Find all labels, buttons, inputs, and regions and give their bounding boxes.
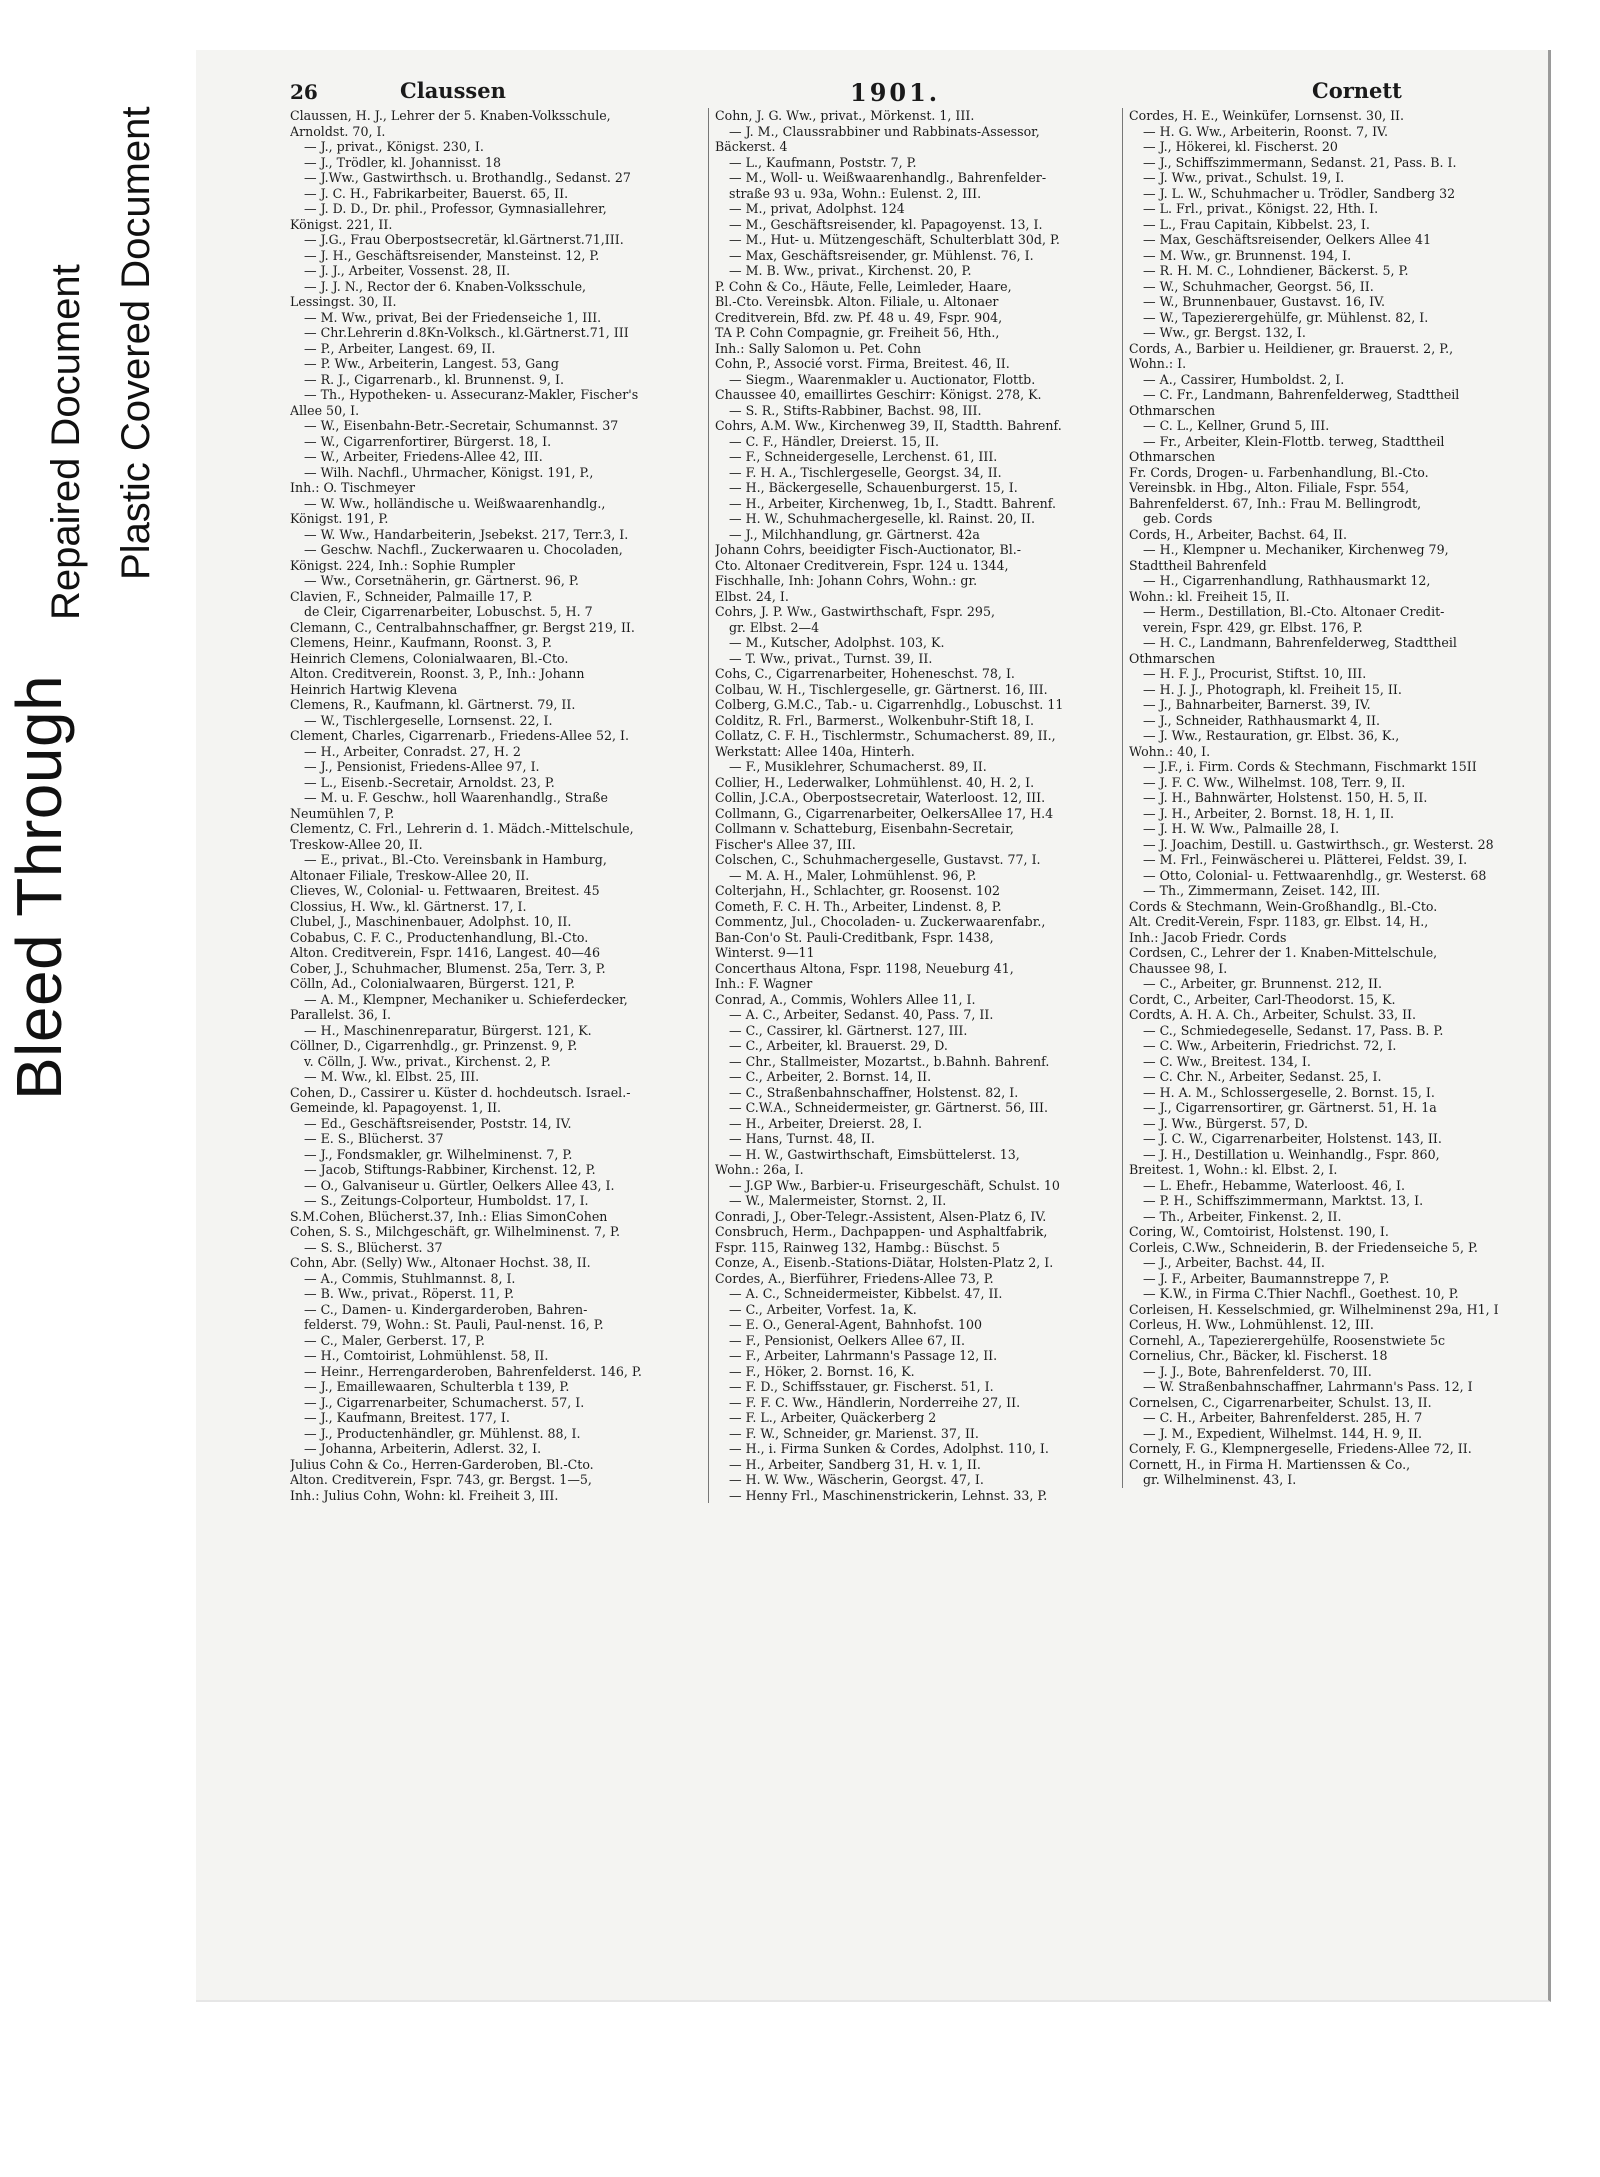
directory-entry-line: — A. C., Schneidermeister, Kibbelst. 47, II. (729, 1286, 1003, 1301)
directory-entry-line: — C.W.A., Schneidermeister, gr. Gärtnerst. 56, III. (729, 1100, 1049, 1115)
directory-entry-line: — Th., Hypotheken- u. Assecuranz-Makler, Fischer's (304, 387, 639, 402)
directory-entry-line: Inh.: Jacob Friedr. Cords (1129, 929, 1287, 945)
directory-entry-line: Commentz, Jul., Chocoladen- u. Zuckerwaarenfabr., (715, 914, 1046, 929)
directory-entry-line: Wohn.: I. (1129, 356, 1187, 371)
directory-entry-line: — H. G. Ww., Arbeiterin, Roonst. 7, IV. (1143, 123, 1388, 139)
directory-entry-line: TA P. Cohn Compagnie, gr. Freiheit 56, Hth., (715, 325, 1000, 340)
directory-entry-line: — O., Galvaniseur u. Gürtler, Oelkers Allee 43, I. (304, 1177, 615, 1193)
directory-entry-line: Cordts, A. H. A. Ch., Arbeiter, Schulst. 33, II. (1129, 1007, 1417, 1022)
directory-entry-line: Cto. Altonaer Creditverein, Fspr. 124 u. 1344, (715, 557, 1009, 573)
directory-entry-line: — J. F. C. Ww., Wilhelmst. 108, Terr. 9, II. (1143, 774, 1406, 790)
directory-entry-line: — Herm., Destillation, Bl.-Cto. Altonaer Credit- (1143, 604, 1445, 619)
directory-entry-line: Ban-Con'o St. Pauli-Creditbank, Fspr. 1438, (715, 929, 994, 945)
directory-entry-line: P. Cohn & Co., Häute, Felle, Leimleder, Haare, (715, 278, 1012, 294)
directory-entry-line: — S. S., Blücherst. 37 (304, 1239, 443, 1255)
directory-entry-line: — J., Milchhandlung, gr. Gärtnerst. 42a (729, 526, 980, 542)
directory-entry-line: Inh.: O. Tischmeyer (290, 480, 416, 495)
directory-entry-line: Julius Cohn & Co., Herren-Garderoben, Bl.-Cto. (290, 1456, 594, 1472)
directory-entry-line: — M. Ww., kl. Elbst. 25, III. (304, 1069, 480, 1084)
directory-entry-line: — H., Maschinenreparatur, Bürgerst. 121, K. (304, 1022, 592, 1038)
directory-entry-line: Königst. 221, II. (290, 216, 393, 232)
directory-entry-line: Bahrenfelderst. 67, Inh.: Frau M. Bellingrodt, (1129, 495, 1422, 511)
directory-entry-line: Cohn, Abr. (Selly) Ww., Altonaer Hochst. 38, II. (290, 1255, 591, 1270)
directory-entry-line: Wohn.: 26a, I. (715, 1162, 804, 1177)
directory-column-1 (290, 108, 695, 1503)
directory-entry-line: Cornett, H., in Firma H. Martienssen & Co., (1129, 1456, 1411, 1472)
directory-entry-line: Parallelst. 36, I. (290, 1007, 392, 1022)
directory-entry-line: Heinrich Hartwig Klevena (290, 681, 458, 697)
directory-entry-line: — J., Emaillewaaren, Schulterbla t 139, P. (304, 1379, 570, 1394)
directory-entry-line: — S. R., Stifts-Rabbiner, Bachst. 98, III. (729, 402, 982, 418)
directory-entry-line: — J., privat., Königst. 230, I. (304, 139, 484, 154)
directory-entry-line: — W., Arbeiter, Friedens-Allee 42, III. (304, 449, 543, 464)
directory-entry-line: Inh.: F. Wagner (715, 976, 813, 991)
directory-entry-line: — J., Schiffszimmermann, Sedanst. 21, Pass. B. I. (1143, 154, 1457, 170)
directory-columns (290, 108, 1536, 1938)
directory-entry-line: — M. Frl., Feinwäscherei u. Plätterei, Feldst. 39, I. (1143, 852, 1468, 867)
directory-entry-line: — M. B. Ww., privat., Kirchenst. 20, P. (729, 263, 972, 278)
directory-entry-line: Cords, A., Barbier u. Heildiener, gr. Brauerst. 2, P., (1129, 340, 1454, 356)
directory-entry-line: — Chr., Stallmeister, Mozartst., b.Bahnh. Bahrenf. (729, 1053, 1050, 1069)
directory-entry-line: Gemeinde, kl. Papagoyenst. 1, II. (290, 1100, 502, 1115)
directory-entry-line: — C., Arbeiter, kl. Brauerst. 29, D. (729, 1038, 948, 1053)
directory-entry-line: Neumühlen 7, P. (290, 805, 395, 821)
directory-entry-line: — M., Hut- u. Mützengeschäft, Schulterblatt 30d, P. (729, 232, 1060, 247)
directory-entry-line: — C., Arbeiter, gr. Brunnenst. 212, II. (1143, 976, 1383, 991)
directory-entry-line: — Th., Arbeiter, Finkenst. 2, II. (1143, 1208, 1342, 1224)
directory-entry-line: — J. M., Expedient, Wilhelmst. 144, H. 9, II. (1143, 1425, 1422, 1441)
directory-entry-line: Stadttheil Bahrenfeld (1129, 557, 1267, 573)
directory-entry-line: — T. Ww., privat., Turnst. 39, II. (729, 650, 933, 666)
directory-entry-line: — C., Straßenbahnschaffner, Holstenst. 82, I. (729, 1084, 1019, 1100)
directory-entry-line: Clemens, R., Kaufmann, kl. Gärtnerst. 79, II. (290, 697, 576, 712)
directory-entry-line: Clementz, C. Frl., Lehrerin d. 1. Mädch.-Mittelschule, (290, 821, 634, 836)
header-left-word: Claussen (400, 78, 506, 103)
directory-entry-line: — R. H. M. C., Lohndiener, Bäckerst. 5, P. (1143, 263, 1409, 278)
directory-entry-line: — A. C., Arbeiter, Sedanst. 40, Pass. 7, II. (729, 1007, 994, 1022)
directory-entry-line: — C. Chr. N., Arbeiter, Sedanst. 25, I. (1143, 1069, 1382, 1084)
directory-entry-line: v. Cölln, J. Ww., privat., Kirchenst. 2, P. (304, 1053, 551, 1069)
directory-entry-line: — J., Schneider, Rathhausmarkt 4, II. (1143, 712, 1380, 728)
directory-entry-line: Collmann v. Schatteburg, Eisenbahn-Secretair, (715, 821, 1014, 836)
directory-entry-line: — H., i. Firma Sunken & Cordes, Adolphst. 110, I. (729, 1441, 1049, 1456)
directory-entry-line: — H. W., Gastwirthschaft, Eimsbüttelerst. 13, (729, 1146, 1020, 1162)
directory-entry-line: — Hans, Turnst. 48, II. (729, 1131, 875, 1146)
directory-entry-line: — E. S., Blücherst. 37 (304, 1131, 444, 1146)
directory-entry-line: — L., Frau Capitain, Kibbelst. 23, I. (1143, 216, 1370, 232)
directory-entry-line: Fr. Cords, Drogen- u. Farbenhandlung, Bl.-Cto. (1129, 464, 1429, 480)
directory-entry-line: Heinrich Clemens, Colonialwaaren, Bl.-Cto. (290, 650, 569, 666)
directory-entry-line: Werkstatt: Allee 140a, Hinterh. (715, 743, 915, 759)
directory-entry-line: Vereinsbk. in Hbg., Alton. Filiale, Fspr. 554, (1129, 480, 1410, 495)
directory-entry-line: — P. H., Schiffszimmermann, Marktst. 13, I. (1143, 1193, 1424, 1208)
directory-entry-line: Johann Cohrs, beeidigter Fisch-Auctionator, Bl.- (715, 542, 1022, 557)
directory-entry-line: — J. C. W., Cigarrenarbeiter, Holstenst. 143, II. (1143, 1131, 1442, 1146)
plastic-covered-label: Plastic Covered Document (114, 106, 158, 580)
directory-entry-line: — C. F., Händler, Dreierst. 15, II. (729, 433, 939, 449)
directory-entry-line: — W. Ww., holländische u. Weißwaarenhandlg., (304, 495, 606, 511)
page-content (290, 76, 1536, 1976)
directory-entry-line: — H. A. M., Schlossergeselle, 2. Bornst. 15, I. (1143, 1084, 1435, 1100)
directory-entry-line: Cornelsen, C., Cigarrenarbeiter, Schulst. 13, II. (1129, 1394, 1432, 1410)
directory-entry-line: — Max, Geschäftsreisender, gr. Mühlenst. 76, I. (729, 247, 1034, 263)
directory-entry-line: — Otto, Colonial- u. Fettwaarenhdlg., gr. Westerst. 68 (1143, 867, 1487, 883)
directory-entry-line: Clemens, Heinr., Kaufmann, Roonst. 3, P. (290, 635, 552, 650)
directory-entry-line: — J. H. W. Ww., Palmaille 28, I. (1143, 821, 1340, 836)
directory-entry-line: — W., Eisenbahn-Betr.-Secretair, Schumannst. 37 (304, 418, 619, 433)
directory-entry-line: de Cleir, Cigarrenarbeiter, Lobuschst. 5, H. 7 (304, 604, 593, 619)
directory-entry-line: Cords, H., Arbeiter, Bachst. 64, II. (1129, 526, 1348, 542)
directory-entry-line: — Max, Geschäftsreisender, Oelkers Allee 41 (1143, 232, 1432, 247)
directory-entry-line: — J. F., Arbeiter, Baumannstreppe 7, P. (1143, 1270, 1390, 1286)
directory-entry-line: — F., Pensionist, Oelkers Allee 67, II. (729, 1332, 966, 1348)
directory-entry-line: — F., Musiklehrer, Schumacherst. 89, II. (729, 759, 987, 774)
directory-entry-line: — E., privat., Bl.-Cto. Vereinsbank in Hamburg, (304, 852, 607, 867)
directory-entry-line: Conze, A., Eisenb.-Stations-Diätar, Holsten-Platz 2, I. (715, 1255, 1054, 1270)
directory-entry-line: Elbst. 24, I. (715, 588, 789, 604)
directory-entry-line: Bäckerst. 4 (715, 139, 788, 154)
directory-entry-line: Conrad, A., Commis, Wohlers Allee 11, I. (715, 991, 976, 1007)
directory-entry-line: — M., Geschäftsreisender, kl. Papagoyenst. 13, I. (729, 216, 1043, 232)
directory-entry-line: Inh.: Julius Cohn, Wohn: kl. Freiheit 3, III. (290, 1487, 559, 1503)
directory-entry-line: — W., Schuhmacher, Georgst. 56, II. (1143, 278, 1374, 294)
directory-entry-line: — H., Cigarrenhandlung, Rathhausmarkt 12, (1143, 573, 1431, 588)
directory-entry-line: Othmarschen (1129, 449, 1216, 464)
directory-entry-line: — J., Fondsmakler, gr. Wilhelminenst. 7, P. (304, 1146, 573, 1162)
directory-entry-line: Collier, H., Lederwalker, Lohmühlenst. 40, H. 2, I. (715, 774, 1035, 790)
directory-entry-line: — J. Ww., Bürgerst. 57, D. (1143, 1115, 1309, 1131)
directory-entry-line: — S., Zeitungs-Colporteur, Humboldst. 17, I. (304, 1193, 589, 1208)
directory-entry-line: Colberg, G.M.C., Tab.- u. Cigarrenhdlg., Lobuschst. 11 (715, 697, 1064, 712)
directory-entry-line: Corleus, H. Ww., Lohmühlenst. 12, III. (1129, 1317, 1374, 1332)
directory-entry-line: Cornehl, A., Tapezierergehülfe, Roosenstwiete 5c (1129, 1332, 1446, 1348)
directory-entry-line: Cords & Stechmann, Wein-Großhandlg., Bl.-Cto. (1129, 898, 1438, 914)
directory-entry-line: Fischhalle, Inh: Johann Cohrs, Wohn.: gr. (715, 573, 978, 588)
directory-entry-line: Fspr. 115, Rainweg 132, Hambg.: Büschst. 5 (715, 1239, 1001, 1255)
directory-entry-line: Cordsen, C., Lehrer der 1. Knaben-Mittelschule, (1129, 945, 1438, 960)
directory-entry-line: Coring, W., Comtoirist, Holstenst. 190, I. (1129, 1224, 1389, 1239)
directory-entry-line: Cohen, S. S., Milchgeschäft, gr. Wilhelminenst. 7, P. (290, 1224, 620, 1239)
directory-entry-line: — M. Ww., gr. Brunnenst. 194, I. (1143, 247, 1352, 263)
directory-entry-line: Bl.-Cto. Vereinsbk. Alton. Filiale, u. Altonaer (715, 294, 999, 309)
directory-entry-line: Conradi, J., Ober-Telegr.-Assistent, Alsen-Platz 6, IV. (715, 1208, 1047, 1224)
directory-entry-line: — J. H., Bahnwärter, Holstenst. 150, H. 5, II. (1143, 790, 1428, 805)
directory-entry-line: — J.F., i. Firm. Cords & Stechmann, Fischmarkt 15II (1143, 759, 1477, 774)
directory-entry-line: — L. Frl., privat., Königst. 22, Hth. I. (1143, 201, 1379, 216)
page-number: 26 (290, 80, 318, 104)
directory-entry-line: — L., Kaufmann, Poststr. 7, P. (729, 154, 917, 170)
directory-entry-line: Corleis, C.Ww., Schneiderin, B. der Friedenseiche 5, P. (1129, 1239, 1478, 1255)
directory-entry-line: Alton. Creditverein, Fspr. 1416, Langest. 40—46 (290, 945, 600, 960)
directory-entry-line: Allee 50, I. (290, 402, 360, 418)
directory-entry-line: — J. C. H., Fabrikarbeiter, Bauerst. 65, II. (304, 185, 569, 201)
directory-entry-line: Cober, J., Schuhmacher, Blumenst. 25a, Terr. 3, P. (290, 960, 606, 976)
directory-entry-line: — M. u. F. Geschw., holl Waarenhandlg., Straße (304, 790, 609, 805)
directory-entry-line: — A., Cassirer, Humboldst. 2, I. (1143, 371, 1345, 387)
directory-entry-line: — J. H., Geschäftsreisender, Mansteinst. 12, P. (304, 247, 600, 263)
directory-entry-line: Collatz, C. F. H., Tischlermstr., Schumacherst. 89, II., (715, 728, 1056, 743)
directory-entry-line: — J. M., Claussrabbiner und Rabbinats-Assessor, (729, 123, 1040, 139)
directory-entry-line: — P. Ww., Arbeiterin, Langest. 53, Gang (304, 356, 559, 371)
directory-entry-line: — Ww., gr. Bergst. 132, I. (1143, 325, 1306, 340)
directory-entry-line: — C. H., Arbeiter, Bahrenfelderst. 285, H. 7 (1143, 1410, 1423, 1425)
directory-entry-line: — Johanna, Arbeiterin, Adlerst. 32, I. (304, 1441, 542, 1456)
directory-entry-line: — J. Ww., privat., Schulst. 19, I. (1143, 170, 1345, 185)
directory-entry-line: — A. M., Klempner, Mechaniker u. Schieferdecker, (304, 991, 628, 1007)
directory-entry-line: — M., Woll- u. Weißwaarenhandlg., Bahrenfelder- (729, 170, 1047, 185)
directory-entry-line: — P., Arbeiter, Langest. 69, II. (304, 340, 496, 356)
directory-entry-line: — F., Schneidergeselle, Lerchenst. 61, III. (729, 449, 998, 464)
directory-entry-line: Arnoldst. 70, I. (290, 123, 386, 139)
directory-entry-line: Colbau, W. H., Tischlergeselle, gr. Gärtnerst. 16, III. (715, 681, 1048, 697)
directory-entry-line: — J. J. N., Rector der 6. Knaben-Volksschule, (304, 278, 587, 294)
directory-entry-line: — M. Ww., privat, Bei der Friedenseiche 1, III. (304, 309, 602, 325)
directory-entry-line: — L., Eisenb.-Secretair, Arnoldst. 23, P. (304, 774, 555, 790)
directory-entry-line: — F., Arbeiter, Lahrmann's Passage 12, II. (729, 1348, 998, 1363)
directory-entry-line: Königst. 224, Inh.: Sophie Rumpler (290, 557, 515, 573)
directory-entry-line: Cohen, D., Cassirer u. Küster d. hochdeutsch. Israel.- (290, 1084, 631, 1100)
directory-entry-line: — C. Ww., Arbeiterin, Friedrichst. 72, I. (1143, 1038, 1397, 1053)
directory-entry-line: Creditverein, Bfd. zw. Pf. 48 u. 49, Fspr. 904, (715, 309, 1003, 325)
directory-entry-line: Colterjahn, H., Schlachter, gr. Roosenst. 102 (715, 883, 1001, 898)
directory-entry-line: Lessingst. 30, II. (290, 294, 397, 309)
directory-entry-line: — J., Arbeiter, Bachst. 44, II. (1143, 1255, 1325, 1270)
directory-column-3 (1122, 108, 1529, 1488)
directory-entry-line: — W., Malermeister, Stornst. 2, II. (729, 1193, 947, 1208)
directory-entry-line: — H. F. J., Procurist, Stiftst. 10, III. (1143, 666, 1367, 681)
directory-entry-line: Alt. Credit-Verein, Fspr. 1183, gr. Elbst. 14, H., (1129, 914, 1429, 929)
directory-entry-line: Cöllner, D., Cigarrenhdlg., gr. Prinzenst. 9, P. (290, 1038, 578, 1053)
directory-entry-line: — L. Ehefr., Hebamme, Waterloost. 46, I. (1143, 1177, 1406, 1193)
directory-entry-line: Clemann, C., Centralbahnschaffner, gr. Bergst 219, II. (290, 619, 635, 635)
directory-entry-line: — A., Commis, Stuhlmannst. 8, I. (304, 1270, 516, 1286)
directory-entry-line: — C., Arbeiter, 2. Bornst. 14, II. (729, 1069, 932, 1084)
directory-entry-line: Clavien, F., Schneider, Palmaille 17, P. (290, 588, 533, 604)
directory-entry-line: — Ww., Corsetnäherin, gr. Gärtnerst. 96, P. (304, 573, 579, 588)
directory-entry-line: Inh.: Sally Salomon u. Pet. Cohn (715, 340, 922, 356)
directory-entry-line: Wohn.: 40, I. (1129, 743, 1211, 759)
directory-entry-line: Königst. 191, P. (290, 511, 389, 526)
directory-entry-line: Concerthaus Altona, Fspr. 1198, Neueburg 41, (715, 960, 1014, 976)
directory-entry-line: — Fr., Arbeiter, Klein-Flottb. terweg, Stadttheil (1143, 433, 1445, 449)
directory-entry-line: — J., Bahnarbeiter, Barnerst. 39, IV. (1143, 697, 1371, 712)
directory-entry-line: Othmarschen (1129, 650, 1216, 666)
directory-entry-line: — H., Arbeiter, Conradst. 27, H. 2 (304, 743, 521, 759)
directory-entry-line: — Heinr., Herrengarderoben, Bahrenfelderst. 146, P. (304, 1363, 642, 1379)
directory-entry-line: — J.Ww., Gastwirthsch. u. Brothandlg., Sedanst. 27 (304, 170, 631, 185)
directory-entry-line: Clubel, J., Maschinenbauer, Adolphst. 10, II. (290, 914, 572, 929)
directory-entry-line: — Geschw. Nachfl., Zuckerwaaren u. Chocoladen, (304, 542, 623, 557)
directory-entry-line: Clieves, W., Colonial- u. Fettwaaren, Breitest. 45 (290, 883, 600, 898)
directory-entry-line: — Henny Frl., Maschinenstrickerin, Lehnst. 33, P. (729, 1487, 1048, 1503)
directory-entry-line: Winterst. 9—11 (715, 945, 815, 960)
directory-entry-line: — J. J., Arbeiter, Vossenst. 28, II. (304, 263, 511, 278)
bleed-through-label: Bleed Through (3, 674, 75, 1100)
directory-entry-line: — Jacob, Stiftungs-Rabbiner, Kirchenst. 12, P. (304, 1162, 596, 1177)
directory-entry-line: Cordes, H. E., Weinküfer, Lornsenst. 30, II. (1129, 108, 1405, 123)
directory-entry-line: Colditz, R. Frl., Barmerst., Wolkenbuhr-Stift 18, I. (715, 712, 1034, 728)
directory-entry-line: — H. W., Schuhmachergeselle, kl. Rainst. 20, II. (729, 511, 1035, 526)
directory-entry-line: — J., Pensionist, Friedens-Allee 97, I. (304, 759, 540, 774)
directory-entry-line: — J., Hökerei, kl. Fischerst. 20 (1143, 139, 1338, 154)
directory-entry-line: Breitest. 1, Wohn.: kl. Elbst. 2, I. (1129, 1162, 1338, 1177)
directory-entry-line: — J., Kaufmann, Breitest. 177, I. (304, 1410, 510, 1425)
directory-entry-line: — J. D. D., Dr. phil., Professor, Gymnasiallehrer, (304, 201, 607, 216)
directory-entry-line: Cornely, F. G., Klempnergeselle, Friedens-Allee 72, II. (1129, 1441, 1472, 1456)
directory-entry-line: Cornelius, Chr., Bäcker, kl. Fischerst. 18 (1129, 1348, 1388, 1363)
directory-entry-line: Clement, Charles, Cigarrenarb., Friedens-Allee 52, I. (290, 728, 630, 743)
directory-entry-line: Cölln, Ad., Colonialwaaren, Bürgerst. 121, P. (290, 976, 575, 991)
directory-entry-line: Consbruch, Herm., Dachpappen- und Asphaltfabrik, (715, 1224, 1048, 1239)
directory-entry-line: — H. J. J., Photograph, kl. Freiheit 15, II. (1143, 681, 1402, 697)
directory-entry-line: — C. Fr., Landmann, Bahrenfelderweg, Stadttheil (1143, 387, 1460, 402)
directory-entry-line: Othmarschen (1129, 402, 1216, 418)
directory-entry-line: — H., Arbeiter, Kirchenweg, 1b, I., Stadtt. Bahrenf. (729, 495, 1057, 511)
directory-entry-line: — H., Bäckergeselle, Schauenburgerst. 15, I. (729, 480, 1018, 495)
directory-entry-line: Claussen, H. J., Lehrer der 5. Knaben-Volksschule, (290, 108, 611, 123)
directory-entry-line: — Wilh. Nachfl., Uhrmacher, Königst. 191, P., (304, 464, 594, 480)
header-year: 1901. (850, 78, 941, 107)
directory-entry-line: — J. Joachim, Destill. u. Gastwirthsch., gr. Westerst. 28 (1143, 836, 1494, 852)
directory-entry-line: — C. Ww., Breitest. 134, I. (1143, 1053, 1311, 1069)
directory-entry-line: — Chr.Lehrerin d.8Kn-Volksch., kl.Gärtnerst.71, III (304, 325, 629, 340)
directory-entry-line: verein, Fspr. 429, gr. Elbst. 176, P. (1143, 619, 1363, 635)
directory-entry-line: — J. L. W., Schuhmacher u. Trödler, Sandberg 32 (1143, 185, 1456, 201)
directory-entry-line: Treskow-Allee 20, II. (290, 836, 423, 852)
directory-entry-line: Alton. Creditverein, Roonst. 3, P., Inh.: Johann (290, 666, 585, 681)
directory-entry-line: — W., Tischlergeselle, Lornsenst. 22, I. (304, 712, 553, 728)
directory-entry-line: — J.GP Ww., Barbier-u. Friseurgeschäft, Schulst. 10 (729, 1177, 1060, 1193)
directory-entry-line: — W., Cigarrenfortirer, Bürgerst. 18, I. (304, 433, 552, 449)
directory-entry-line: Cohs, C., Cigarrenarbeiter, Hoheneschst. 78, I. (715, 666, 1015, 681)
directory-entry-line: gr. Wilhelminenst. 43, I. (1143, 1472, 1297, 1487)
directory-entry-line: — M., privat, Adolphst. 124 (729, 201, 905, 216)
directory-entry-line: — Ed., Geschäftsreisender, Poststr. 14, IV. (304, 1115, 572, 1131)
directory-entry-line: — H. C., Landmann, Bahrenfelderweg, Stadttheil (1143, 635, 1457, 650)
directory-entry-line: Collin, J.C.A., Oberpostsecretair, Waterloost. 12, III. (715, 790, 1046, 805)
directory-entry-line: — J., Cigarrenarbeiter, Schumacherst. 57, I. (304, 1394, 585, 1410)
directory-entry-line: straße 93 u. 93a, Wohn.: Eulenst. 2, III. (729, 185, 982, 201)
directory-entry-line: Cordt, C., Arbeiter, Carl-Theodorst. 15, K. (1129, 991, 1396, 1007)
directory-entry-line: — W. Ww., Handarbeiterin, Jsebekst. 217, Terr.3, I. (304, 526, 629, 542)
directory-entry-line: — H., Klempner u. Mechaniker, Kirchenweg 79, (1143, 542, 1449, 557)
directory-entry-line: — C., Arbeiter, Vorfest. 1a, K. (729, 1301, 917, 1317)
directory-entry-line: Cohrs, A.M. Ww., Kirchenweg 39, II, Stadtth. Bahrenf. (715, 418, 1062, 433)
directory-entry-line: — J.G., Frau Oberpostsecretär, kl.Gärtnerst.71,III. (304, 232, 624, 247)
directory-entry-line: — C., Maler, Gerberst. 17, P. (304, 1332, 485, 1348)
directory-entry-line: — H., Arbeiter, Dreierst. 28, I. (729, 1115, 923, 1131)
directory-entry-line: — F. D., Schiffsstauer, gr. Fischerst. 51, I. (729, 1379, 994, 1394)
directory-entry-line: — F. W., Schneider, gr. Marienst. 37, II. (729, 1425, 979, 1441)
directory-entry-line: — F., Höker, 2. Bornst. 16, K. (729, 1363, 915, 1379)
directory-entry-line: Chaussee 98, I. (1129, 960, 1228, 976)
directory-entry-line: — J., Cigarrensortirer, gr. Gärtnerst. 51, H. 1a (1143, 1100, 1437, 1115)
directory-entry-line: Fischer's Allee 37, III. (715, 836, 856, 852)
side-labels (0, 80, 170, 1100)
directory-entry-line: Colschen, C., Schuhmachergeselle, Gustavst. 77, I. (715, 852, 1041, 867)
directory-entry-line: Cohn, P., Associé vorst. Firma, Breitest. 46, II. (715, 356, 1010, 371)
directory-entry-line: — C., Damen- u. Kindergarderoben, Bahren- (304, 1301, 588, 1317)
directory-entry-line: — J. H., Destillation u. Weinhandlg., Fspr. 860, (1143, 1146, 1440, 1162)
page-header (290, 76, 1536, 106)
directory-column-2 (708, 108, 1111, 1503)
directory-entry-line: — Siegm., Waarenmakler u. Auctionator, Flottb. (729, 371, 1036, 387)
directory-entry-line: — W., Tapezierergehülfe, gr. Mühlenst. 82, I. (1143, 309, 1429, 325)
directory-entry-line: — M. A. H., Maler, Lohmühlenst. 96, P. (729, 867, 977, 883)
directory-entry-line: — H., Arbeiter, Sandberg 31, H. v. 1, II. (729, 1456, 981, 1472)
directory-entry-line: Chaussee 40, emaillirtes Geschirr: Königst. 278, K. (715, 387, 1042, 402)
directory-entry-line: — C., Cassirer, kl. Gärtnerst. 127, III. (729, 1022, 968, 1038)
directory-entry-line: — W. Straßenbahnschaffner, Lahrmann's Pass. 12, I (1143, 1379, 1473, 1394)
directory-entry-line: — J. Ww., Restauration, gr. Elbst. 36, K., (1143, 728, 1400, 743)
directory-entry-line: — F. L., Arbeiter, Quäckerberg 2 (729, 1410, 937, 1425)
directory-entry-line: — W., Brunnenbauer, Gustavst. 16, IV. (1143, 294, 1386, 309)
directory-entry-line: — M., Kutscher, Adolphst. 103, K. (729, 635, 945, 650)
directory-entry-line: — F. F. C. Ww., Händlerin, Norderreihe 27, II. (729, 1394, 1021, 1410)
directory-entry-line: — H., Comtoirist, Lohmühlenst. 58, II. (304, 1348, 549, 1363)
directory-entry-line: geb. Cords (1143, 511, 1213, 526)
directory-entry-line: — J. H., Arbeiter, 2. Bornst. 18, H. 1, II. (1143, 805, 1394, 821)
directory-entry-line: Cordes, A., Bierführer, Friedens-Allee 73, P. (715, 1270, 994, 1286)
directory-entry-line: — J. J., Bote, Bahrenfelderst. 70, III. (1143, 1363, 1372, 1379)
scanned-page (196, 50, 1551, 2002)
directory-entry-line: felderst. 79, Wohn.: St. Pauli, Paul-nenst. 16, P. (304, 1317, 604, 1332)
directory-entry-line: Cobabus, C. F. C., Productenhandlung, Bl.-Cto. (290, 929, 589, 945)
directory-entry-line: Altonaer Filiale, Treskow-Allee 20, II. (290, 867, 530, 883)
header-right-word: Cornett (1312, 78, 1402, 103)
directory-entry-line: S.M.Cohen, Blücherst.37, Inh.: Elias SimonCohen (290, 1208, 608, 1224)
repaired-document-label: Repaired Document (44, 264, 88, 620)
directory-entry-line: — J., Productenhändler, gr. Mühlenst. 88, I. (304, 1425, 581, 1441)
directory-entry-line: Cometh, F. C. H. Th., Arbeiter, Lindenst. 8, P. (715, 898, 1002, 914)
directory-entry-line: — R. J., Cigarrenarb., kl. Brunnenst. 9, I. (304, 371, 564, 387)
directory-entry-line: Cohn, J. G. Ww., privat., Mörkenst. 1, III. (715, 108, 975, 123)
directory-entry-line: — C. L., Kellner, Grund 5, III. (1143, 418, 1330, 433)
directory-entry-line: — J., Trödler, kl. Johannisst. 18 (304, 154, 502, 170)
directory-entry-line: — F. H. A., Tischlergeselle, Georgst. 34, II. (729, 464, 1002, 480)
directory-entry-line: — B. Ww., privat., Röperst. 11, P. (304, 1286, 514, 1301)
directory-entry-line: Alton. Creditverein, Fspr. 743, gr. Bergst. 1—5, (290, 1472, 592, 1487)
directory-entry-line: Cohrs, J. P. Ww., Gastwirthschaft, Fspr. 295, (715, 604, 995, 619)
directory-entry-line: — H. W. Ww., Wäscherin, Georgst. 47, I. (729, 1472, 984, 1487)
directory-entry-line: Collmann, G., Cigarrenarbeiter, OelkersAllee 17, H.4 (715, 805, 1054, 821)
directory-entry-line: — Th., Zimmermann, Zeiset. 142, III. (1143, 883, 1381, 898)
directory-entry-line: Clossius, H. Ww., kl. Gärtnerst. 17, I. (290, 898, 527, 914)
directory-entry-line: — E. O., General-Agent, Bahnhofst. 100 (729, 1317, 982, 1332)
directory-entry-line: — C., Schmiedegeselle, Sedanst. 17, Pass. B. P. (1143, 1022, 1444, 1038)
directory-entry-line: — K.W., in Firma C.Thier Nachfl., Goethest. 10, P. (1143, 1286, 1459, 1301)
directory-entry-line: gr. Elbst. 2—4 (729, 619, 820, 635)
directory-entry-line: Corleisen, H. Kesselschmied, gr. Wilhelminenst 29a, H1, I (1129, 1301, 1499, 1317)
directory-entry-line: Wohn.: kl. Freiheit 15, II. (1129, 588, 1290, 604)
